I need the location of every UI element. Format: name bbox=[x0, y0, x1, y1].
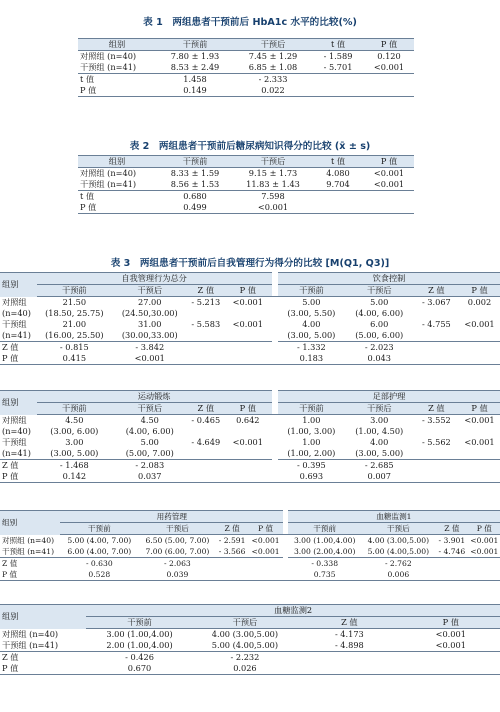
table-cell: - 4.649 bbox=[191, 437, 221, 447]
table-cell: 0.680 bbox=[156, 191, 234, 203]
column-header: 干预前 bbox=[37, 403, 112, 415]
table-cell bbox=[224, 353, 271, 365]
table-cell bbox=[402, 663, 500, 675]
table-cell: (n=41) bbox=[2, 330, 31, 340]
column-header: Z 值 bbox=[187, 403, 224, 415]
table-cell bbox=[459, 426, 500, 437]
header-row bbox=[0, 523, 500, 535]
table-cell: 8.33 ± 1.59 bbox=[170, 168, 220, 178]
table-cell: P 值 bbox=[0, 353, 37, 365]
table-row bbox=[0, 426, 500, 437]
column-header: 干预前 bbox=[156, 39, 234, 51]
table-cell bbox=[435, 569, 468, 581]
table-row bbox=[0, 342, 500, 354]
table-cell bbox=[224, 342, 271, 354]
table-cell: 干预组 (n=41) bbox=[80, 179, 137, 189]
table-cell: 0.693 bbox=[278, 471, 345, 483]
table-cell: - 0.815 bbox=[37, 342, 112, 354]
group-title-row bbox=[0, 273, 500, 285]
table-cell: (5.00, 7.00) bbox=[125, 448, 174, 458]
table-cell: (1.00, 3.00) bbox=[287, 426, 336, 436]
table-cell bbox=[469, 569, 500, 581]
table1 bbox=[78, 38, 414, 97]
table-cell: 21.00 bbox=[62, 319, 87, 329]
group-title: 饮食控制 bbox=[278, 273, 500, 285]
table-cell: 3.00 (2.00,4.00) bbox=[293, 547, 356, 556]
table-cell: (24.50,30.00) bbox=[121, 308, 178, 318]
table-cell: P 值 bbox=[78, 202, 156, 214]
column-header: P 值 bbox=[364, 156, 414, 168]
column-header: P 值 bbox=[364, 39, 414, 51]
column-header: t 值 bbox=[312, 156, 364, 168]
table-cell: (n=40) bbox=[2, 426, 31, 436]
table-cell: 7.80 ± 1.93 bbox=[170, 51, 220, 61]
table-cell bbox=[297, 663, 401, 675]
table-row bbox=[0, 569, 500, 581]
table-cell: - 3.067 bbox=[421, 297, 451, 307]
column-header: P 值 bbox=[469, 523, 500, 535]
table-cell: 4.080 bbox=[326, 168, 350, 178]
table-cell: 27.00 bbox=[138, 297, 162, 307]
table-cell: (3.00, 6.00) bbox=[50, 426, 99, 436]
group-title: 用药管理 bbox=[60, 511, 283, 523]
table-cell bbox=[297, 652, 401, 664]
table-cell: - 2.232 bbox=[193, 652, 297, 664]
table-cell: Z 值 bbox=[0, 460, 37, 472]
column-header: 干预前 bbox=[288, 523, 362, 535]
table-cell bbox=[187, 426, 224, 437]
column-header: 干预前 bbox=[37, 285, 112, 297]
table-cell: 0.037 bbox=[112, 471, 187, 483]
table-cell bbox=[469, 558, 500, 570]
header-row bbox=[78, 39, 414, 51]
column-header: 干预后 bbox=[112, 403, 187, 415]
table-cell: 0.528 bbox=[60, 569, 138, 581]
table-cell: t 值 bbox=[78, 191, 156, 203]
table-cell: - 0.426 bbox=[86, 652, 192, 664]
column-header: 干预后 bbox=[112, 285, 187, 297]
table-cell: - 1.589 bbox=[323, 51, 353, 61]
table-cell: - 1.332 bbox=[278, 342, 345, 354]
table-cell: - 2.762 bbox=[362, 558, 436, 570]
table-cell: 6.00 (4.00, 7.00) bbox=[67, 547, 132, 556]
group-title-row bbox=[0, 391, 500, 403]
table-cell: (16.00, 25.50) bbox=[45, 330, 104, 340]
table-cell: 2.00 (1.00,4.00) bbox=[106, 640, 173, 650]
table-cell: 6.85 ± 1.08 bbox=[248, 62, 298, 72]
table-cell bbox=[459, 353, 500, 365]
table-cell: 5.00 bbox=[370, 297, 389, 307]
table-cell: 0.642 bbox=[236, 415, 260, 425]
header-row bbox=[0, 403, 500, 415]
table-cell: 0.142 bbox=[37, 471, 112, 483]
table-cell: (1.00, 2.00) bbox=[287, 448, 336, 458]
table-cell: 0.039 bbox=[138, 569, 216, 581]
table-cell: 4.00 (3.00,5.00) bbox=[211, 629, 279, 639]
table-cell: 1.458 bbox=[156, 74, 234, 86]
column-header: 干预前 bbox=[278, 285, 345, 297]
table-cell: 11.83 ± 1.43 bbox=[246, 179, 300, 189]
table-cell bbox=[312, 191, 364, 203]
table-cell: <0.001 bbox=[470, 547, 499, 556]
table-cell: 7.45 ± 1.29 bbox=[248, 51, 298, 61]
column-header: 组别 bbox=[78, 156, 156, 168]
table-cell: - 4.755 bbox=[421, 319, 451, 329]
table-cell: 0.006 bbox=[362, 569, 436, 581]
table-cell: - 4.746 bbox=[438, 547, 466, 556]
table-cell: - 0.465 bbox=[191, 415, 221, 425]
table-cell: 6.00 bbox=[370, 319, 389, 329]
column-header: Z 值 bbox=[297, 617, 401, 629]
table-row bbox=[78, 179, 414, 191]
table-cell: - 2.333 bbox=[234, 74, 312, 86]
table-cell: 7.598 bbox=[234, 191, 312, 203]
table-cell: 8.53 ± 2.49 bbox=[170, 62, 220, 72]
table-cell: - 3.901 bbox=[438, 536, 466, 545]
table-cell: <0.001 bbox=[435, 640, 466, 650]
table-row bbox=[78, 62, 414, 74]
table-cell bbox=[414, 471, 459, 483]
table-row bbox=[0, 353, 500, 365]
table-cell: - 2.591 bbox=[218, 536, 246, 545]
header-row bbox=[0, 285, 500, 297]
table-row bbox=[0, 558, 500, 570]
table-cell: 9.15 ± 1.73 bbox=[248, 168, 298, 178]
table-cell: 8.56 ± 1.53 bbox=[170, 179, 220, 189]
table-cell: <0.001 bbox=[373, 62, 405, 72]
table3-block2 bbox=[0, 390, 500, 483]
table-cell: - 5.213 bbox=[191, 297, 221, 307]
table-cell bbox=[459, 330, 500, 342]
table-cell: (3.00, 5.00) bbox=[287, 330, 336, 340]
table-cell: 0.043 bbox=[345, 353, 414, 365]
table-row bbox=[78, 168, 414, 180]
table-cell: - 2.063 bbox=[138, 558, 216, 570]
table-cell: <0.001 bbox=[232, 319, 263, 329]
column-header: 干预后 bbox=[362, 523, 436, 535]
table-row bbox=[0, 546, 500, 558]
table-cell bbox=[402, 652, 500, 664]
group-title: 足部护理 bbox=[278, 391, 500, 403]
table-cell: 1.00 bbox=[302, 437, 321, 447]
table3-block3 bbox=[0, 510, 500, 581]
table-cell: 21.50 bbox=[62, 297, 87, 307]
table-cell: - 2.023 bbox=[345, 342, 414, 354]
table-cell: P 值 bbox=[0, 471, 37, 483]
table-row bbox=[0, 297, 500, 309]
table-cell: 5.00 (4.00,5.00) bbox=[211, 640, 279, 650]
table-cell bbox=[224, 471, 271, 483]
table-cell bbox=[414, 460, 459, 472]
column-header: P 值 bbox=[459, 285, 500, 297]
table-cell bbox=[187, 308, 224, 319]
table-cell: - 5.583 bbox=[191, 319, 221, 329]
table-cell: <0.001 bbox=[464, 415, 495, 425]
table-cell bbox=[364, 191, 414, 203]
table-cell: <0.001 bbox=[234, 202, 312, 214]
table-cell: 1.00 bbox=[302, 415, 321, 425]
table-cell: P 值 bbox=[78, 85, 156, 97]
table-cell: <0.001 bbox=[373, 179, 405, 189]
table-cell: 5.00 (4.00, 7.00) bbox=[67, 536, 132, 545]
column-header: Z 值 bbox=[414, 403, 459, 415]
table-cell bbox=[248, 569, 284, 581]
table-cell: <0.001 bbox=[464, 437, 495, 447]
table-row bbox=[78, 85, 414, 97]
table-cell bbox=[224, 330, 271, 342]
group-label: 组别 bbox=[0, 511, 60, 535]
table-cell: 0.002 bbox=[467, 297, 492, 307]
table-cell: (n=40) bbox=[2, 308, 31, 318]
column-header: Z 值 bbox=[435, 523, 468, 535]
table-cell: 4.50 bbox=[140, 415, 159, 425]
table-cell bbox=[414, 330, 459, 342]
table-cell bbox=[414, 308, 459, 319]
table-cell: P 值 bbox=[0, 569, 60, 581]
table-cell: 干预组 (n=41) bbox=[80, 62, 137, 72]
table-cell bbox=[459, 308, 500, 319]
table-cell: - 0.338 bbox=[288, 558, 362, 570]
table-cell: (3.00, 5.50) bbox=[287, 308, 336, 318]
table-cell: 4.00 (3.00,5.00) bbox=[367, 536, 430, 545]
table-cell: 31.00 bbox=[138, 319, 162, 329]
table-cell bbox=[224, 308, 271, 319]
table-cell: <0.001 bbox=[232, 297, 263, 307]
table-row bbox=[0, 663, 500, 675]
table-cell bbox=[248, 558, 284, 570]
table-cell bbox=[364, 85, 414, 97]
table-cell: 对照组 (n=40) bbox=[80, 168, 137, 178]
table-cell: 3.00 bbox=[370, 415, 389, 425]
table-cell: - 1.468 bbox=[37, 460, 112, 472]
table-cell bbox=[414, 342, 459, 354]
table-cell: (n=41) bbox=[2, 448, 31, 458]
table-cell: 0.007 bbox=[345, 471, 414, 483]
column-header: 干预后 bbox=[345, 285, 414, 297]
table-cell: (5.00, 6.00) bbox=[355, 330, 404, 340]
column-header: Z 值 bbox=[414, 285, 459, 297]
table-cell: <0.001 bbox=[470, 536, 499, 545]
table-cell: 干预组 (n=41) bbox=[2, 547, 55, 556]
table-row bbox=[0, 629, 500, 641]
table-cell: 4.00 bbox=[370, 437, 389, 447]
group-title: 运动锻炼 bbox=[37, 391, 272, 403]
table-cell: - 3.566 bbox=[218, 547, 246, 556]
table-row bbox=[0, 415, 500, 427]
table-cell bbox=[414, 353, 459, 365]
table-cell: 5.00 bbox=[140, 437, 159, 447]
table-cell: Z 值 bbox=[0, 652, 86, 664]
table-cell: 对照组 (n=40) bbox=[2, 535, 55, 545]
table-cell: 对照组 (n=40) bbox=[80, 51, 137, 61]
table-cell bbox=[216, 558, 247, 570]
table-cell: (4.00, 6.00) bbox=[125, 426, 174, 436]
table3-block1 bbox=[0, 272, 500, 365]
table-cell bbox=[224, 448, 271, 460]
table-cell: <0.001 bbox=[251, 547, 280, 556]
table-row bbox=[0, 460, 500, 472]
table-cell: 对照组 bbox=[2, 296, 27, 307]
table-cell: - 4.898 bbox=[334, 640, 364, 650]
column-header: t 值 bbox=[312, 39, 364, 51]
table-row bbox=[78, 51, 414, 63]
table-row bbox=[0, 652, 500, 664]
table-cell: (3.00, 5.00) bbox=[355, 448, 404, 458]
table-row bbox=[0, 471, 500, 483]
table-cell: - 3.552 bbox=[421, 415, 451, 425]
table-row bbox=[78, 191, 414, 203]
table-cell: 5.00 (4.00,5.00) bbox=[367, 547, 430, 556]
table-cell: <0.001 bbox=[232, 437, 263, 447]
table-cell: 6.50 (5.00, 7.00) bbox=[145, 536, 210, 545]
column-header: 干预后 bbox=[345, 403, 414, 415]
group-title: 自我管理行为总分 bbox=[37, 273, 272, 285]
column-header: P 值 bbox=[248, 523, 284, 535]
table-row bbox=[78, 74, 414, 86]
table3-caption: 表 3 两组患者干预前后自我管理行为得分的比较 [M(Q1, Q3)] bbox=[110, 258, 390, 269]
header-row bbox=[78, 156, 414, 168]
group-label: 组别 bbox=[0, 391, 37, 415]
table-cell bbox=[364, 202, 414, 214]
table-cell bbox=[224, 460, 271, 472]
table-cell bbox=[187, 460, 224, 472]
table-cell: Z 值 bbox=[0, 342, 37, 354]
table-cell bbox=[224, 426, 271, 437]
table-cell: <0.001 bbox=[435, 629, 466, 639]
table-cell: 0.670 bbox=[86, 663, 192, 675]
table-cell bbox=[435, 558, 468, 570]
table-cell bbox=[459, 448, 500, 460]
table-cell: - 2.083 bbox=[112, 460, 187, 472]
table-cell: 对照组 bbox=[2, 414, 27, 425]
table-cell: 0.499 bbox=[156, 202, 234, 214]
table-row bbox=[0, 330, 500, 342]
table-cell: - 2.685 bbox=[345, 460, 414, 472]
table-cell: 5.00 bbox=[302, 297, 321, 307]
table-row bbox=[0, 319, 500, 330]
group-title-row bbox=[0, 605, 500, 617]
table-cell: 对照组 (n=40) bbox=[2, 628, 59, 639]
table-cell: 0.735 bbox=[288, 569, 362, 581]
column-header: Z 值 bbox=[216, 523, 247, 535]
table-cell bbox=[187, 330, 224, 342]
table-cell bbox=[187, 471, 224, 483]
column-header: 干预前 bbox=[156, 156, 234, 168]
table-cell: (1.00, 4.50) bbox=[355, 426, 404, 436]
table-cell: - 0.395 bbox=[278, 460, 345, 472]
table-cell bbox=[216, 569, 247, 581]
column-header: P 值 bbox=[224, 285, 271, 297]
table-cell: (4.00, 6.00) bbox=[355, 308, 404, 318]
table-cell: - 5.562 bbox=[421, 437, 451, 447]
table-cell bbox=[364, 74, 414, 86]
table-cell: (30.00,33.00) bbox=[121, 330, 178, 340]
table-cell bbox=[187, 353, 224, 365]
table-row bbox=[78, 202, 414, 214]
table-cell: 0.183 bbox=[278, 353, 345, 365]
table-cell: <0.001 bbox=[373, 168, 405, 178]
table-cell: <0.001 bbox=[251, 536, 280, 545]
table-cell: 干预组 (n=41) bbox=[2, 640, 59, 650]
column-header: 组别 bbox=[78, 39, 156, 51]
table-cell: 0.120 bbox=[377, 51, 401, 61]
group-label: 组别 bbox=[0, 605, 86, 629]
table-cell: 干预组 bbox=[2, 319, 27, 329]
table-cell: 0.022 bbox=[234, 85, 312, 97]
column-header: 干预前 bbox=[86, 617, 192, 629]
table-cell: P 值 bbox=[0, 663, 86, 675]
table-cell bbox=[414, 448, 459, 460]
column-header: 干预前 bbox=[278, 403, 345, 415]
table-cell: (3.00, 5.00) bbox=[50, 448, 99, 458]
table-cell bbox=[459, 460, 500, 472]
table-cell: 3.00 (1.00,4.00) bbox=[293, 536, 356, 545]
table-cell bbox=[312, 74, 364, 86]
table-row bbox=[0, 308, 500, 319]
table-row bbox=[0, 640, 500, 652]
column-header: 干预后 bbox=[193, 617, 297, 629]
table-cell bbox=[187, 342, 224, 354]
table-cell: 9.704 bbox=[326, 179, 350, 189]
table-cell: 干预组 bbox=[2, 437, 27, 447]
column-header: P 值 bbox=[224, 403, 271, 415]
table-cell bbox=[459, 471, 500, 483]
table-cell: 0.149 bbox=[156, 85, 234, 97]
group-title: 血糖监测1 bbox=[288, 511, 500, 523]
table-row bbox=[0, 448, 500, 460]
table2-caption: 表 2 两组患者干预前后糖尿病知识得分的比较 (x̄ ± s) bbox=[129, 141, 371, 152]
column-header: 干预后 bbox=[138, 523, 216, 535]
table-cell bbox=[414, 426, 459, 437]
table2 bbox=[78, 155, 414, 214]
column-header: 干预后 bbox=[234, 156, 312, 168]
table-cell: 4.50 bbox=[65, 415, 84, 425]
table-row bbox=[0, 437, 500, 448]
table-cell bbox=[187, 448, 224, 460]
table-cell: 4.00 bbox=[302, 319, 321, 329]
table-cell: 7.00 (6.00, 7.00) bbox=[145, 547, 210, 556]
table-cell: 0.415 bbox=[37, 353, 112, 365]
table-cell: 3.00 bbox=[65, 437, 84, 447]
column-header: P 值 bbox=[459, 403, 500, 415]
group-title-row bbox=[0, 511, 500, 523]
column-header: 干预前 bbox=[60, 523, 138, 535]
column-header: Z 值 bbox=[187, 285, 224, 297]
table-cell bbox=[312, 202, 364, 214]
table-cell: <0.001 bbox=[112, 353, 187, 365]
table-cell: - 3.842 bbox=[112, 342, 187, 354]
table3-block4 bbox=[0, 604, 500, 675]
table-cell bbox=[459, 342, 500, 354]
column-header: 干预后 bbox=[234, 39, 312, 51]
table-cell: 3.00 (1.00,4.00) bbox=[106, 629, 173, 639]
table-cell: - 5.701 bbox=[323, 62, 353, 72]
table-cell: <0.001 bbox=[464, 319, 495, 329]
column-header: P 值 bbox=[402, 617, 500, 629]
table-cell: t 值 bbox=[78, 74, 156, 86]
group-label: 组别 bbox=[0, 273, 37, 297]
table-cell: - 4.173 bbox=[334, 629, 364, 639]
table-cell bbox=[312, 85, 364, 97]
table1-caption: 表 1 两组患者干预前后 HbA1c 水平的比较(%) bbox=[143, 17, 357, 28]
table-cell: - 0.630 bbox=[60, 558, 138, 570]
table-row bbox=[0, 535, 500, 547]
table-cell: Z 值 bbox=[0, 558, 60, 570]
table-cell: 0.026 bbox=[193, 663, 297, 675]
group-title: 血糖监测2 bbox=[86, 605, 500, 617]
table-cell: (18.50, 25.75) bbox=[45, 308, 104, 318]
